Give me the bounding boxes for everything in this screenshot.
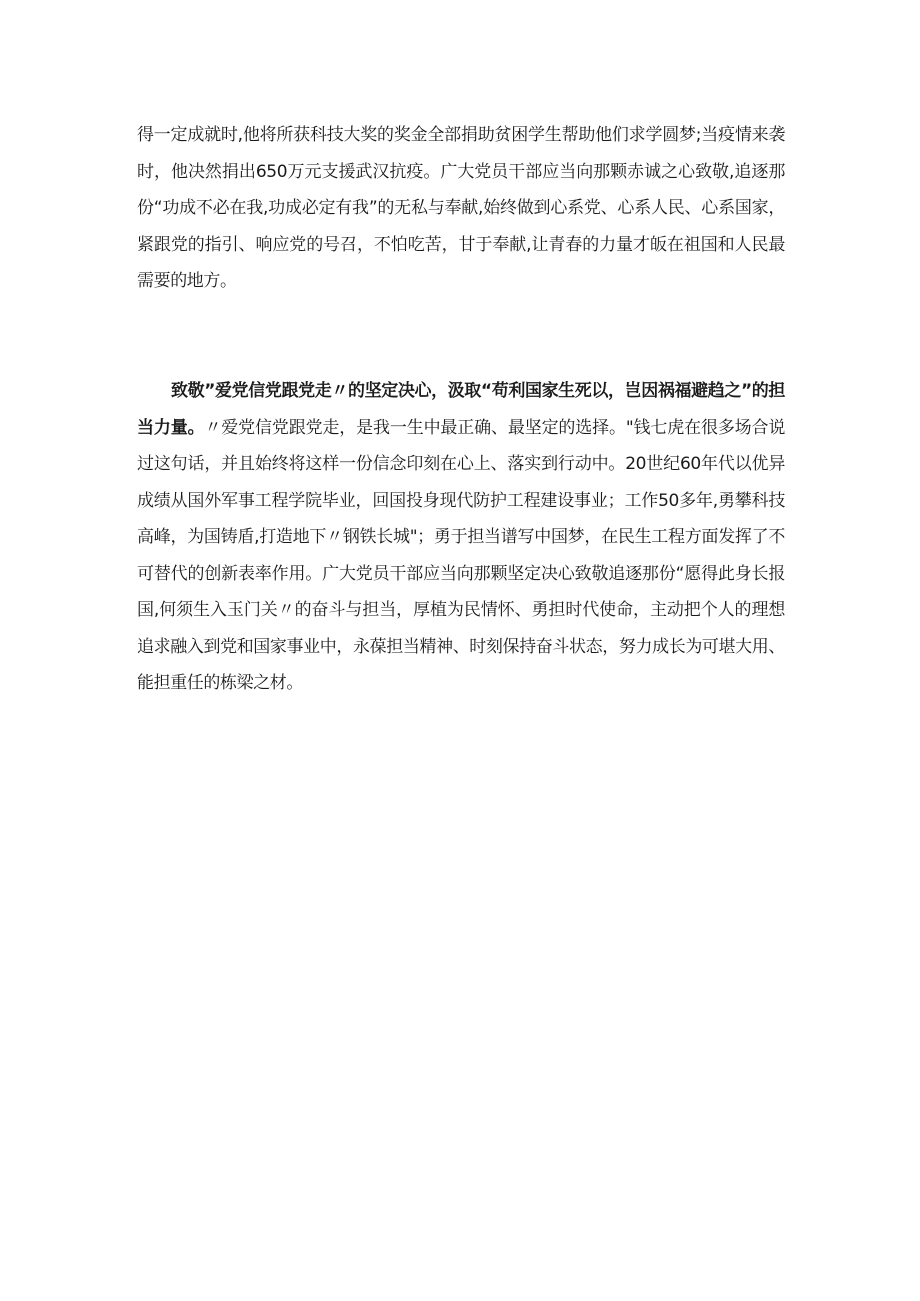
paragraph-1: 得一定成就时,他将所获科技大奖的奖金全部捐助贫困学生帮助他们求学圆梦;当疫情来袭时，他决然捐出650万元支援武汉抗疫。广大党员干部应当向那颗赤诚之心致敬,追逐那份“功成不必在我,功成必定有我”的无私与奉献,始终做到心系党、心系人民、心系国家，紧跟党的指引、响应党的号召，不怕吃苦，甘于奉献,让青春的力量才皈在祖国和人民最需要的地方。 bbox=[137, 125, 785, 291]
paragraph-2 bbox=[137, 373, 785, 702]
paragraph-2-body: 〃爱党信党跟党走，是我一生中最正确、最坚定的选择。"钱七虎在很多场合说过这句话，并且始终将这样一份信念印刻在心上、落实到行动中。20世纪60年代以优异成绩从国外军事工程学院毕业，回国投身现代防护工程建设事业；工作50多年,勇攀科技高峰，为国铸盾,打造地下〃钢铁长城"；勇于担当谱写中国梦，在民生工程方面发挥了不可替代的创新表率作用。广大党员干部应当向那颗坚定决心致敬追逐那份“愿得此身长报国,何须生入玉门关〃的奋斗与担当，厚植为民情怀、勇担时代使命，主动把个人的理想追求融入到党和国家事业中，永葆担当精神、时刻保持奋斗状态，努力成长为可堪大用、能担重任的栋梁之材。 bbox=[137, 417, 785, 693]
paragraph-2-heading: 致敬”爱党信党跟党走〃的坚定决心，汲取“苟利国家生死以，岂因祸福避趋之”的担当力量。 bbox=[137, 381, 785, 438]
